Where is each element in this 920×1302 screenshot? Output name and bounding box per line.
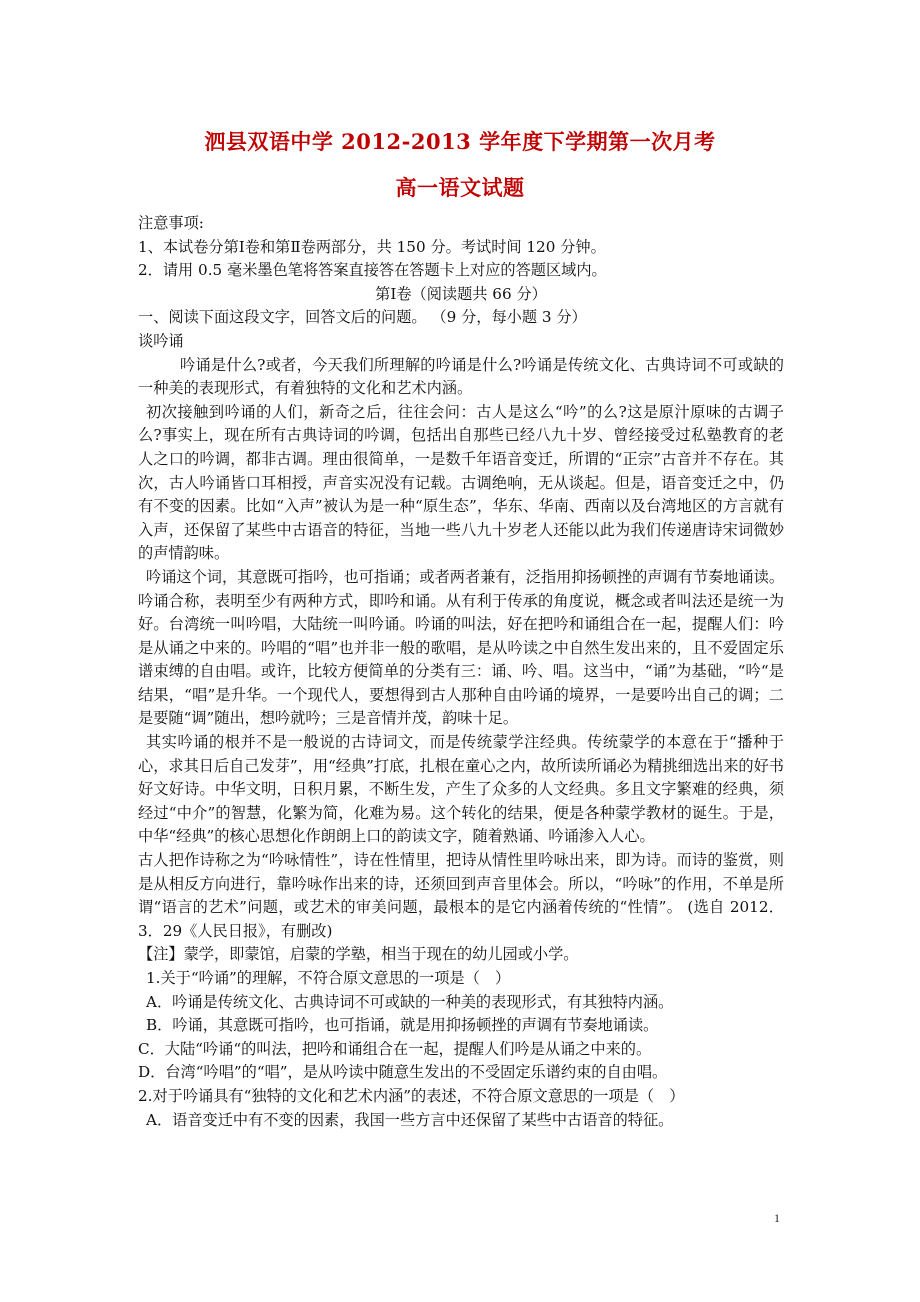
article-paragraph: 吟诵这个词，其意既可指吟，也可指诵；或者两者兼有，泛指用抑扬顿挫的声调有节奏地诵读。吟诵合称，表明至少有两种方式，即吟和诵。从有利于传承的角度说，概念或者叫法还是统一为好。台湾统一叫吟唱，大陆统一叫吟诵。吟诵的叫法，好在把吟和诵组合在一起，提醒人们：吟是从诵之中来的。吟唱的“唱”也并非一般的歌唱，是从吟读之中自然生发出来的，且不爱固定乐谱束缚的自由唱。或许，比较方便简单的分类有三：诵、吟、唱。这当中，“诵”为基础，“吟“是结果，“唱”是升华。一个现代人，要想得到古人那种自由吟诵的境界，一是要吟出自己的调；二是要随“调”随出，想吟就吟；三是音情并茂，韵味十足。 [138, 567, 784, 728]
question-1-stem: 1.关于“吟诵”的理解，不符合原文意思的一项是（ ） [146, 969, 511, 987]
question-1-option-c: C．大陆“吟诵“的叫法，把吟和诵组合在一起，提醒人们吟是从诵之中来的。 [138, 1039, 652, 1058]
question-2-stem: 2.对于吟诵具有“独特的文化和艺术内涵”的表述，不符合原文意思的一项是（ ） [138, 1086, 685, 1105]
notes-item-2: 2．请用 0.5 毫米墨色笔将答案直接答在答题卡上对应的答题区域内。 [138, 261, 607, 280]
page-number: 1 [774, 1211, 780, 1225]
document-body [138, 212, 784, 1132]
section-instruction: 一、阅读下面这段文字，回答文后的问题。 （9 分，每小题 3 分） [138, 308, 587, 327]
section-title: 第Ⅰ卷（阅读题共 66 分） [375, 284, 547, 303]
notes-heading: 注意事项: [138, 214, 204, 232]
article-note: 【注】蒙学，即蒙馆，启蒙的学塾，相当于现在的幼儿园或小学。 [138, 945, 579, 964]
article-paragraph: 其实吟诵的根并不是一般说的古诗词文，而是传统蒙学注经典。传统蒙学的本意在于“播种于心，求其日后自己发芽”，用“经典”打底，扎根在童心之内，故所读所诵必为精挑细选出来的好书好文好诗。中华文明，日积月累，不断生发，产生了众多的人文经典。多且文字繁难的经典，须经过“中介”的智慧，化繁为简，化难为易。这个转化的结果，便是各种蒙学教材的诞生。于是，中华“经典”的核心思想化作朗朗上口的韵读文字，随着熟诵、吟诵渗入人心。 [138, 733, 784, 846]
article-title: 谈吟诵 [138, 331, 184, 350]
exam-subtitle: 高一语文试题 [395, 175, 525, 200]
question-2-option-a: A．语音变迁中有不变的因素，我国一些方言中还保留了某些中古语音的特征。 [146, 1110, 674, 1129]
question-1-option-b: B．吟诵，其意既可指吟，也可指诵，就是用抑扬顿挫的声调有节奏地诵读。 [146, 1016, 659, 1035]
article-paragraph: 初次接触到吟诵的人们，新奇之后，往往会问：古人是这么“吟”的么?这是原汁原味的古调子么?事实上，现在所有古典诗词的吟调，包括出自那些已经八九十岁、曾经接受过私塾教育的老人之口的吟调，都非古调。理由很简单，一是数千年语音变迁，所谓的“正宗”古音并不存在。其次，古人吟诵皆口耳相授，声音实况没有记载。古调绝响，无从谈起。但是，语音变迁之中，仍有不变的因素。比如“入声”被认为是一种“原生态”，华东、华南、西南以及台湾地区的方言就有入声，还保留了某些中古语音的特征，当地一些八九十岁老人还能以此为我们传递唐诗宋词微妙的声情韵味。 [138, 402, 784, 563]
exam-title: 泗县双语中学 2012-2013 学年度下学期第一次月考 [204, 129, 716, 154]
article-paragraph: 吟诵是什么?或者，今天我们所理解的吟诵是什么?吟诵是传统文化、古典诗词不可或缺的一种美的表现形式，有着独特的文化和艺术内涵。 [138, 355, 784, 398]
article-paragraph: 古人把作诗称之为“吟咏情性”，诗在性情里，把诗从情性里吟咏出来，即为诗。而诗的鉴赏，则是从相反方向进行，靠吟咏作出来的诗，还须回到声音里体会。所以，“吟咏”的作用，不单是所谓“语言的艺术”问题，或艺术的审美问题，最根本的是它内涵着传统的“性情”。 (选自 2012．3．29《人民日报》，有删改) [138, 851, 784, 940]
notes-item-1: 1、本试卷分第Ⅰ卷和第Ⅱ卷两部分，共 150 分。考试时间 120 分钟。 [138, 237, 606, 256]
question-1-option-d: D．台湾“吟唱”的“唱”，是从吟读中随意生发出的不受固定乐谱约束的自由唱。 [138, 1063, 668, 1082]
question-1-option-a: A．吟诵是传统文化、古典诗词不可或缺的一种美的表现形式，有其独特内涵。 [146, 992, 674, 1011]
